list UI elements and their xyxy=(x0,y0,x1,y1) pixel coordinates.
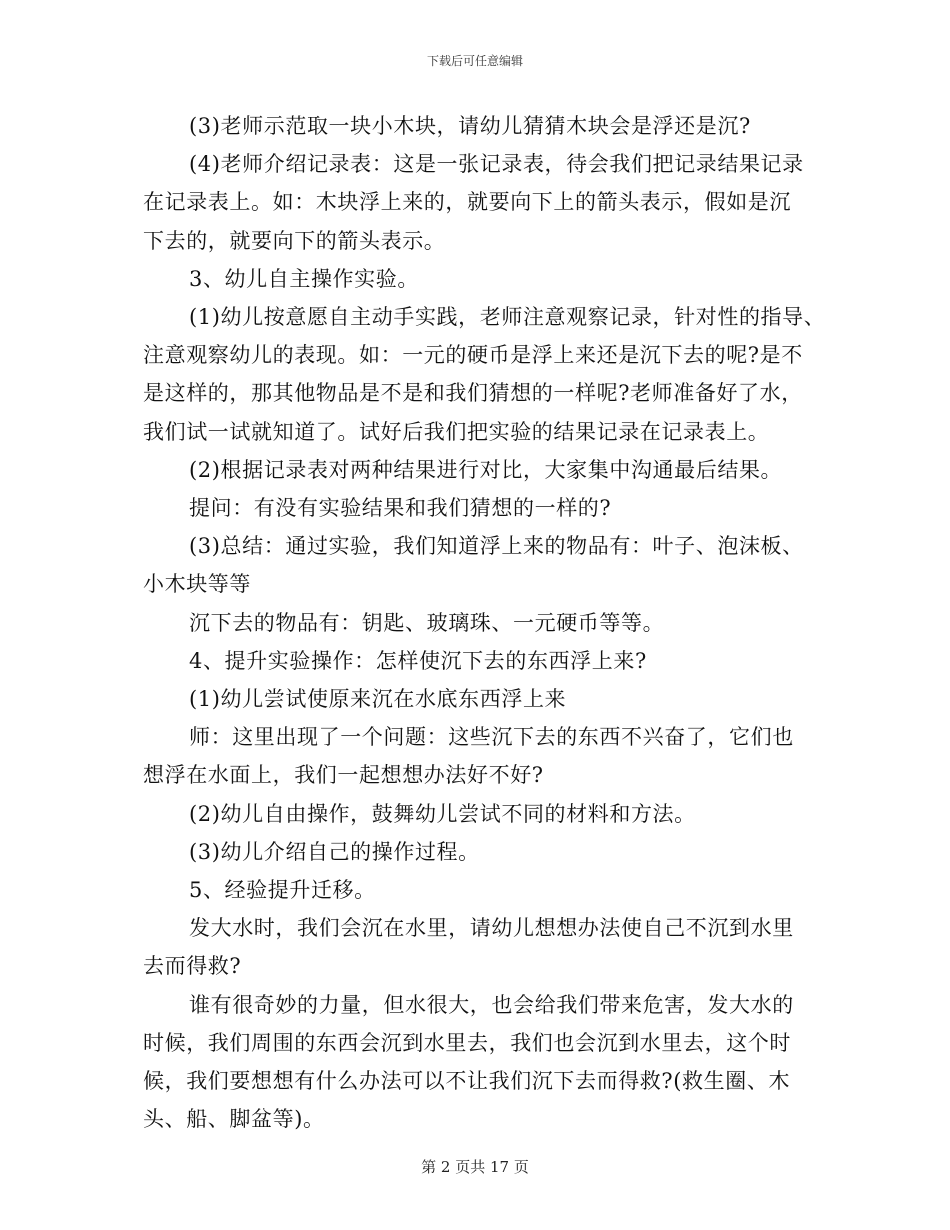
paragraph xyxy=(143,489,823,527)
paragraph xyxy=(143,833,823,871)
paragraph xyxy=(143,909,823,985)
paragraph xyxy=(143,986,823,1139)
paragraph xyxy=(143,718,823,794)
text-line: 头、船、脚盆等)。 xyxy=(143,1107,325,1132)
page-footer: 第 2 页共 17 页 xyxy=(421,1158,529,1176)
text-line: 是这样的，那其他物品是不是和我们猜想的一样呢?老师准备好了水， xyxy=(143,381,803,406)
text-line: 候，我们要想想有什么办法可以不让我们沉下去而得救?(救生圈、木 xyxy=(143,1069,791,1094)
text-line: (4)老师介绍记录表：这是一张记录表，待会我们把记录结果记录 xyxy=(189,152,804,177)
document-body xyxy=(143,107,826,1138)
text-line: 下去的，就要向下的箭头表示。 xyxy=(143,228,446,253)
text-line: 发大水时，我们会沉在水里，请幼儿想想办法使自己不沉到水里 xyxy=(189,916,794,941)
text-line: 提问：有没有实验结果和我们猜想的一样的? xyxy=(189,496,612,521)
page-header: 下载后可任意编辑 xyxy=(426,54,523,68)
text-line: (3)老师示范取一块小木块，请幼儿猜猜木块会是浮还是沉? xyxy=(189,114,751,138)
paragraph xyxy=(143,298,826,451)
text-line: 3、幼儿自主操作实验。 xyxy=(189,266,419,291)
text-line: (2)根据记录表对两种结果进行对比，大家集中沟通最后结果。 xyxy=(189,457,783,482)
text-line: 师：这里出现了一个问题：这些沉下去的东西不兴奋了，它们也 xyxy=(189,725,794,750)
text-line: 4、提升实验操作：怎样使沉下去的东西浮上来? xyxy=(189,648,647,673)
paragraph xyxy=(143,795,823,833)
paragraph xyxy=(143,871,823,909)
text-line: (1)幼儿尝试使原来沉在水底东西浮上来 xyxy=(189,687,567,712)
paragraph xyxy=(143,680,823,718)
paragraph xyxy=(143,642,823,680)
paragraph xyxy=(143,527,823,603)
paragraph xyxy=(143,107,823,145)
text-line: 小木块等等 xyxy=(143,572,251,597)
text-line: 注意观察幼儿的表现。如：一元的硬币是浮上来还是沉下去的呢?是不 xyxy=(143,343,803,368)
paragraph xyxy=(143,260,823,298)
text-line: 沉下去的物品有：钥匙、玻璃珠、一元硬币等等。 xyxy=(189,610,665,635)
paragraph xyxy=(143,451,823,489)
text-line: (3)总结：通过实验，我们知道浮上来的物品有：叶子、泡沫板、 xyxy=(189,534,804,559)
text-line: 我们试一试就知道了。试好后我们把实验的结果记录在记录表上。 xyxy=(143,419,770,444)
paragraph xyxy=(143,145,823,260)
text-line: 谁有很奇妙的力量，但水很大，也会给我们带来危害，发大水的 xyxy=(189,992,794,1017)
paragraph xyxy=(143,604,823,642)
text-line: 5、经验提升迁移。 xyxy=(189,878,376,903)
text-line: 想浮在水面上，我们一起想想办法好不好? xyxy=(143,763,544,788)
text-line: 在记录表上。如：木块浮上来的，就要向下上的箭头表示，假如是沉 xyxy=(143,190,791,215)
text-line: 去而得救? xyxy=(143,954,242,979)
text-line: (3)幼儿介绍自己的操作过程。 xyxy=(189,839,480,864)
text-line: (2)幼儿自由操作，鼓舞幼儿尝试不同的材料和方法。 xyxy=(189,801,696,826)
text-line: 时候，我们周围的东西会沉到水里去，我们也会沉到水里去，这个时 xyxy=(143,1030,791,1055)
text-line: (1)幼儿按意愿自主动手实践，老师注意观察记录，针对性的指导、 xyxy=(189,305,826,330)
